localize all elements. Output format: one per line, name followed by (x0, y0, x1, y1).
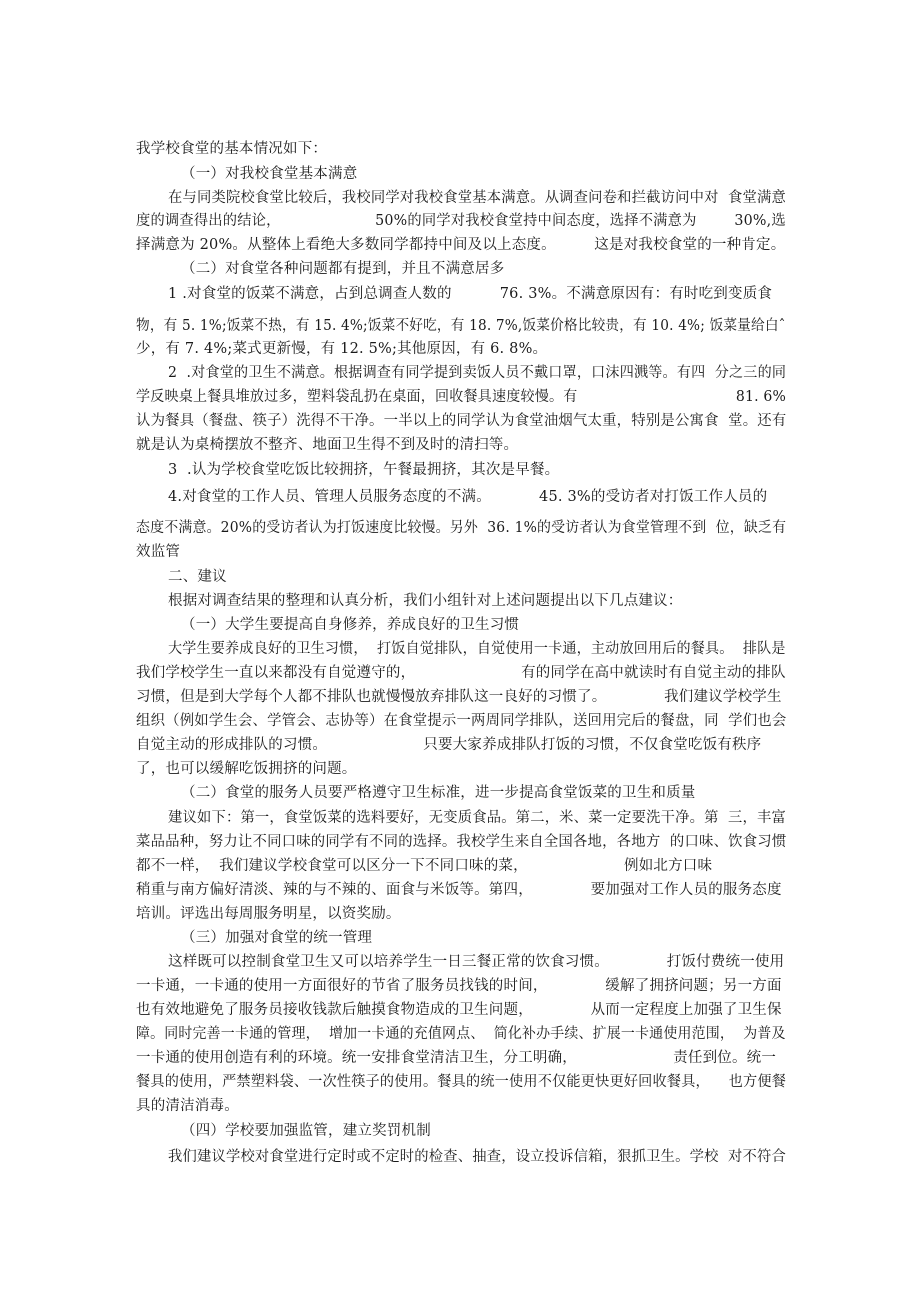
text-line: 一卡通，一卡通的使用一方面很好的节省了服务员找钱的时间， 缓解了拥挤问题；另一方面 (136, 978, 782, 994)
text-line: 自觉主动的形成排队的习惯。 只要大家养成排队打饭的习惯，不仅食堂吃饭有秩序 (136, 737, 762, 753)
text-line: 也有效地避免了服务员接收钱款后触摸食物造成的卫生问题， 从而一定程度上加强了卫生保 (136, 1002, 782, 1018)
section-heading: 二、建议 (168, 569, 227, 585)
text-line: 择满意为 20%。从整体上看绝大多数同学都持中间及以上态度。 这是对我校食堂的一种肯定。 (136, 237, 786, 253)
text-line: 都不一样， 我们建议学校食堂可以区分一下不同口味的菜， 例如北方口味 (136, 858, 713, 874)
text-line: 2 .对食堂的卫生不满意。根据调查有同学提到卖饭人员不戴口罩，口沫四溅等。有四 分之三的同 (168, 365, 787, 381)
text-line: 态度不满意。20%的受访者认为打饭速度比较慢。另外 36. 1%的受访者认为食堂管理不到 位，缺乏有 (136, 520, 787, 536)
section-heading: （四）学校要加强监管，建立奖罚机制 (181, 1123, 431, 1139)
text-line: 培训。评选出每周服务明星，以资奖励。 (136, 906, 401, 922)
text-line: 就是认为桌椅摆放不整齐、地面卫生得不到及时的清扫等。 (136, 437, 519, 453)
text-line: 一卡通的使用创造有利的环境。统一安排食堂清洁卫生，分工明确， 责任到位。统一 (136, 1050, 777, 1066)
text-line: 餐具的使用，严禁塑料袋、一次性筷子的使用。餐具的统一使用不仅能更快更好回收餐具， 也方便餐 (136, 1074, 787, 1090)
text-line: 物，有 5. 1%;饭菜不热，有 15. 4%;饭菜不好吃，有 18. 7%,饭菜价格比较贵，有 10. 4%; 饭菜量给白ˆ (136, 318, 786, 334)
section-heading: （二）对食堂各种问题都有提到，并且不满意居多 (181, 261, 505, 277)
text-line: 具的清洁消毒。 (136, 1098, 239, 1114)
text-line: 了，也可以缓解吃饭拥挤的问题。 (136, 761, 357, 777)
text-line: 我学校食堂的基本情况如下： (136, 141, 328, 157)
text-line: 3 .认为学校食堂吃饭比较拥挤，午餐最拥挤，其次是早餐。 (168, 462, 560, 478)
text-line: 习惯，但是到大学每个人都不排队也就慢慢放弃排队这一良好的习惯了。 我们建议学校学生 (136, 689, 782, 705)
text-line: 少，有 7. 4%;菜式更新慢，有 12. 5%;其他原因，有 6. 8%。 (136, 341, 548, 357)
text-line: 根据对调查结果的整理和认真分析，我们小组针对上述问题提出以下几点建议： (168, 593, 683, 609)
text-line: 建议如下：第一，食堂饭菜的选料要好，无变质食品。第二，米、菜一定要洗干净。第 三，丰富 (168, 810, 786, 826)
text-line: 菜品品种，努力让不同口味的同学有不同的选择。我校学生来自全国各地，各地方 的口味、饮食习惯 (136, 834, 787, 850)
section-heading: （一）大学生要提高自身修养，养成良好的卫生习惯 (181, 617, 520, 633)
text-line: 稍重与南方偏好清淡、辣的与不辣的、面食与米饭等。第四， 要加强对工作人员的服务态度 (136, 882, 782, 898)
text-line: 认为餐具（餐盘、筷子）洗得不干净。一半以上的同学认为食堂油烟气太重，特别是公寓食 堂。还有 (136, 413, 787, 429)
section-heading: （二）食堂的服务人员要严格遵守卫生标准，进一步提高食堂饭菜的卫生和质量 (181, 785, 696, 801)
text-line: 组织（例如学生会、学管会、志协等）在食堂提示一两周同学排队，送回用完后的餐盘，同 学们也会 (136, 713, 787, 729)
text-line: 学反映桌上餐具堆放过多，塑料袋乱扔在桌面，回收餐具速度较慢。有 81. 6% (136, 389, 787, 405)
text-line: 障。同时完善一卡通的管理， 增加一卡通的充值网点、 简化补办手续、扩展一卡通使用范围， 为普及 (136, 1026, 786, 1042)
text-line: 效监管 (136, 544, 181, 560)
text-line: 1 .对食堂的饭菜不满意，占到总调查人数的 76. 3%。不满意原因有：有时吃到变质食 (168, 286, 773, 302)
text-line: 大学生要养成良好的卫生习惯， 打饭自觉排队，自觉使用一卡通，主动放回用后的餐具。 排队是 (168, 641, 786, 657)
text-line: 4.对食堂的工作人员、管理人员服务态度的不满。 45. 3%的受访者对打饭工作人员的 (168, 489, 768, 505)
section-heading: （三）加强对食堂的统一管理 (181, 930, 373, 946)
text-line: 这样既可以控制食堂卫生又可以培养学生一日三餐正常的饮食习惯。 打饭付费统一使用 (168, 954, 785, 970)
text-line: 我们学校学生一直以来都没有自觉遵守的， 有的同学在高中就读时有自觉主动的排队 (136, 665, 786, 681)
text-line: 度的调查得出的结论， 50%的同学对我校食堂持中间态度，选择不满意为 30%,选 (136, 213, 786, 229)
text-line: 我们建议学校对食堂进行定时或不定时的检查、抽查，设立投诉信箱，狠抓卫生。学校 对不符合 (168, 1149, 786, 1165)
section-heading: （一）对我校食堂基本满意 (181, 166, 358, 182)
text-line: 在与同类院校食堂比较后，我校同学对我校食堂基本满意。从调查问卷和拦截访问中对 食堂满意 (168, 190, 786, 206)
